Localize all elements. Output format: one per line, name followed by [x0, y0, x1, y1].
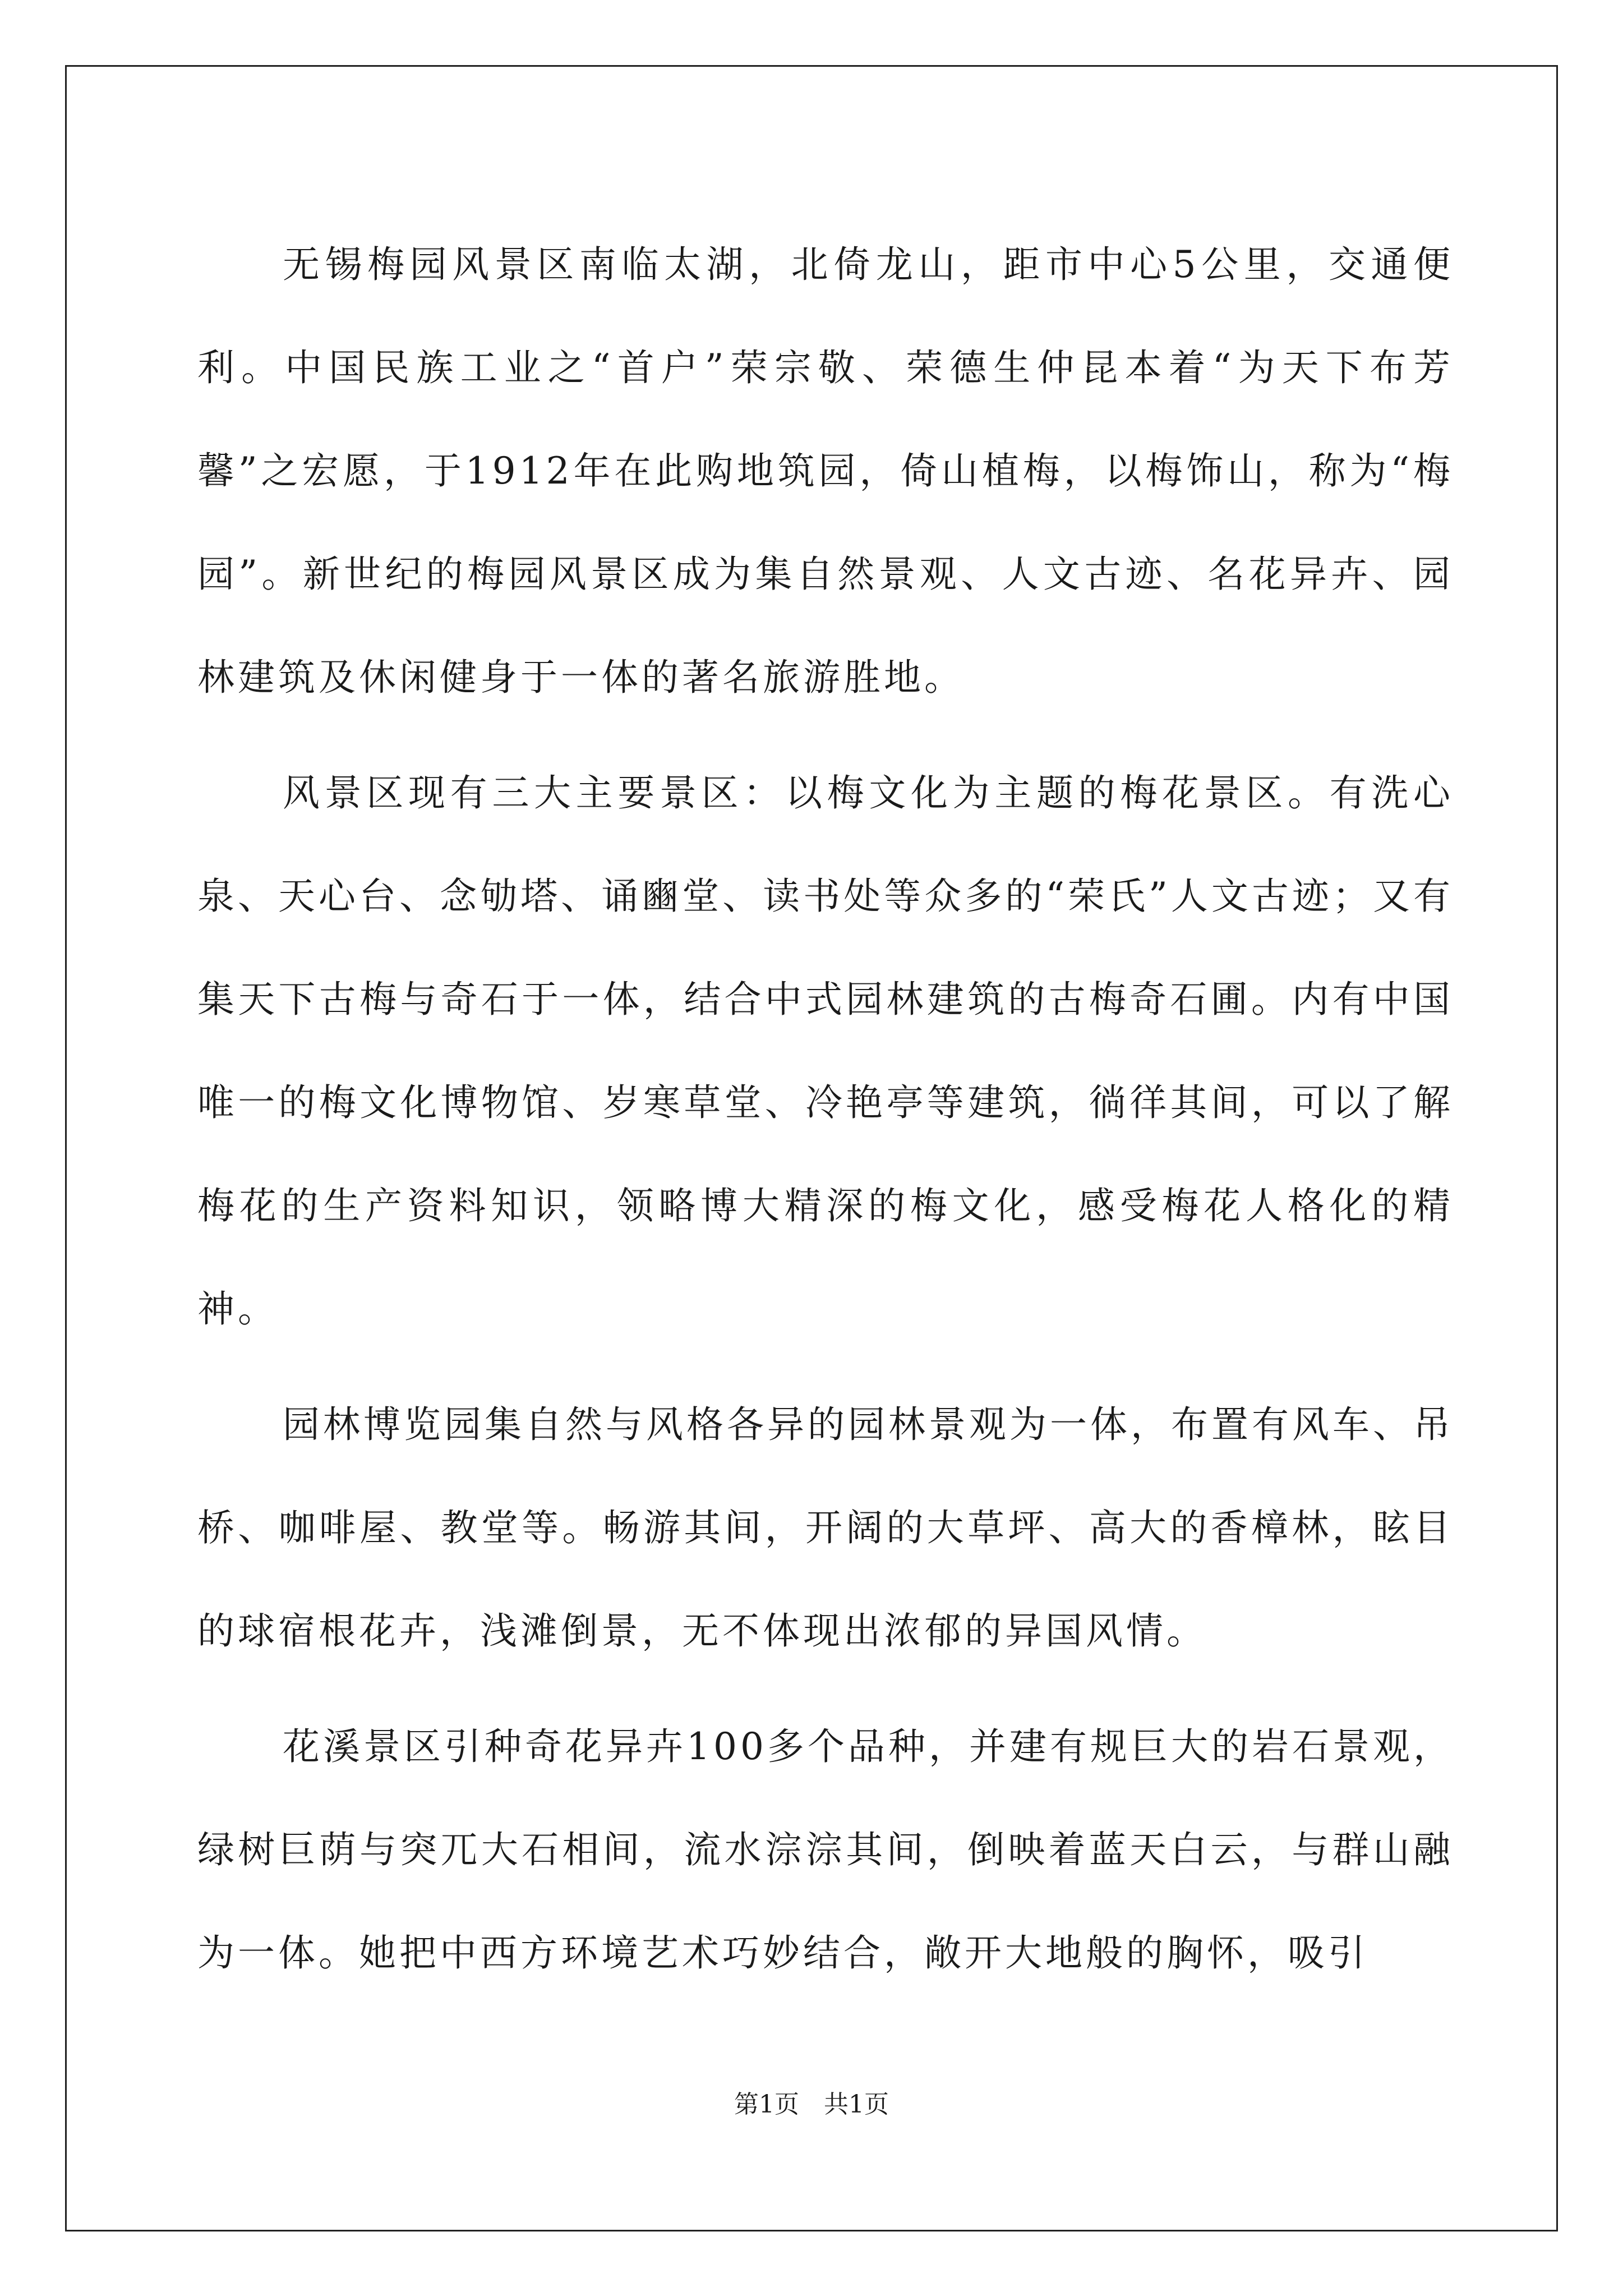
- paragraph-4: 花溪景区引种奇花异卉100多个品种，并建有规巨大的岩石景观，绿树巨荫与突兀大石相间，流水淙淙其间，倒映着蓝天白云，与群山融为一体。她把中西方环境艺术巧妙结合，敞开大地般的胸怀，吸引: [197, 1725, 1454, 1975]
- page-footer: [0, 2088, 1623, 2122]
- paragraph-1: 无锡梅园风景区南临太湖，北倚龙山，距市中心5公里，交通便利。中国民族工业之“首户”荣宗敬、荣德生仲昆本着“为天下布芳馨”之宏愿，于1912年在此购地筑园，倚山植梅，以梅饰山，称为“梅园”。新世纪的梅园风景区成为集自然景观、人文古迹、名花异卉、园林建筑及休闲健身于一体的著名旅游胜地。: [197, 243, 1454, 699]
- page-number: 第1页: [734, 2090, 799, 2119]
- page-total: 共1页: [824, 2090, 889, 2119]
- paragraph-3: 园林博览园集自然与风格各异的园林景观为一体，布置有风车、吊桥、咖啡屋、教堂等。畅游其间，开阔的大草坪、高大的香樟林，眩目的球宿根花卉，浅滩倒景，无不体现出浓郁的异国风情。: [197, 1403, 1454, 1653]
- paragraph-2: 风景区现有三大主要景区：以梅文化为主题的梅花景区。有洗心泉、天心台、念劬塔、诵豳堂、读书处等众多的“荣氏”人文古迹；又有集天下古梅与奇石于一体，结合中式园林建筑的古梅奇石圃。内有中国唯一的梅文化博物馆、岁寒草堂、冷艳亭等建筑，徜徉其间，可以了解梅花的生产资料知识，领略博大精深的梅文化，感受梅花人格化的精神。: [197, 771, 1454, 1331]
- document-body: [197, 213, 1454, 2005]
